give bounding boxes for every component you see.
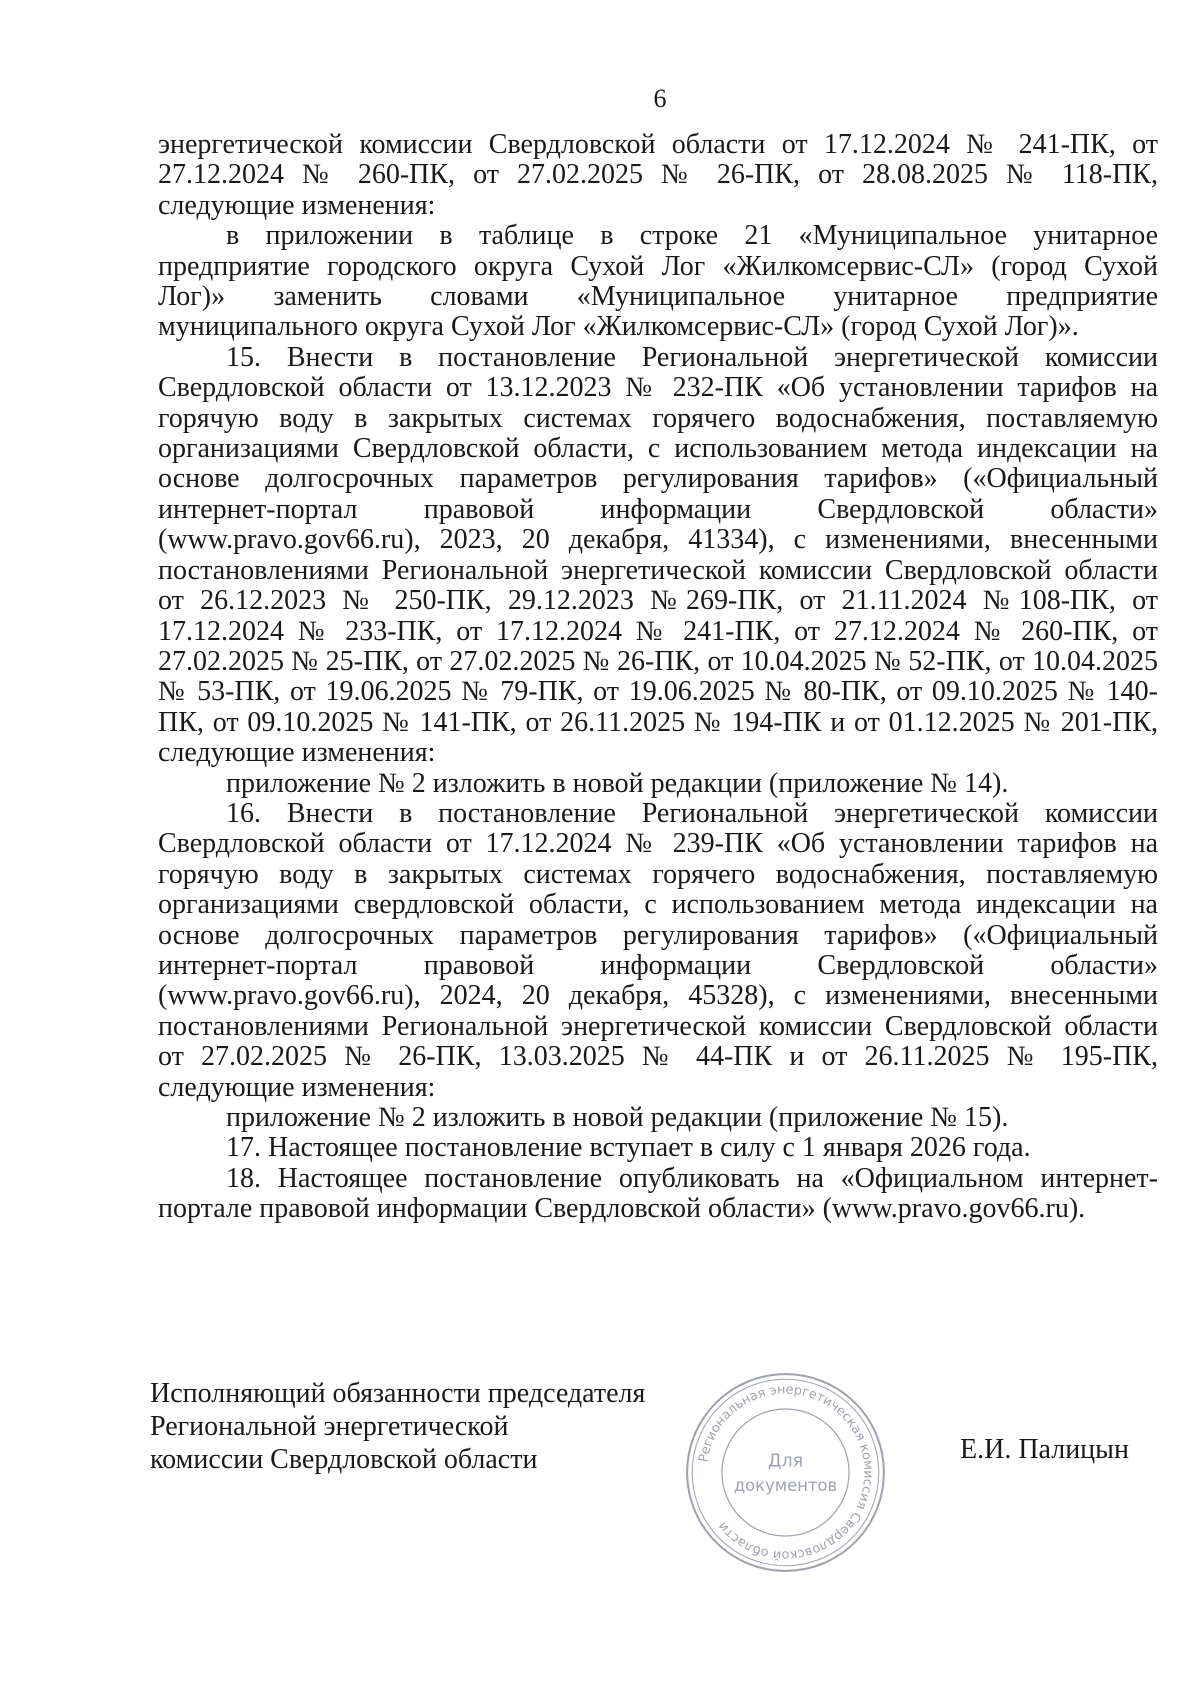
signatory-title (150, 1377, 710, 1476)
paragraph-item-16: 16. Внести в постановление Региональной энергетической комиссии Свердловской области от 17.12.2024 № 239-ПК «Об установлении тарифов на горячую воду в закрытых системах горячего водоснабжения, поставляемую организациями свердловской области, с использованием метода индексации на основе долгосрочных параметров регулирования тарифов» («Официальный интернет-портал правовой информации Свердловской области» (www.pravo.gov66.ru), 2024, 20 декабря, 45328), с изменениями, внесенными постановлениями Региональной энергетической комиссии Свердловской области от 27.02.2025 № 26-ПК, 13.03.2025 № 44-ПК и от 26.11.2025 № 195-ПК, следующие изменения: (158, 797, 1158, 1103)
signatory-title-line: комиссии Свердловской области (150, 1444, 538, 1475)
seal-outer-ring-inner (692, 1379, 879, 1566)
seal-ring-text: Региональная энергетическая комиссия Свердловской области (696, 1382, 876, 1563)
paragraph-item-17: 17. Настоящее постановление вступает в силу с 1 января 2026 года. (226, 1132, 1031, 1164)
paragraph-item-15: 15. Внести в постановление Региональной энергетической комиссии Свердловской области от 13.12.2023 № 232-ПК «Об установлении тарифов на горячую воду в закрытых системах горячего водоснабжения, поставляемую организациями Свердловской области, с использованием метода индексации на основе долгосрочных параметров регулирования тарифов» («Официальный интернет-портал правовой информации Свердловской области» (www.pravo.gov66.ru), 2023, 20 декабря, 41334), с изменениями, внесенными постановлениями Региональной энергетической комиссии Свердловской области от 26.12.2023 № 250-ПК, 29.12.2023 №269-ПК, от 21.11.2024 №108-ПК, от 17.12.2024 № 233-ПК, от 17.12.2024 № 241-ПК, от 27.12.2024 № 260-ПК, от 27.02.2025 № 25-ПК, от 27.02.2025 № 26-ПК, от 10.04.2025 № 52-ПК, от 10.04.2025 № 53-ПК, от 19.06.2025 № 79-ПК, от 19.06.2025 № 80-ПК, от 09.10.2025 № 140-ПК, от 09.10.2025 № 141-ПК, от 26.11.2025 № 194-ПК и от 01.12.2025 № 201-ПК, следующие изменения: (158, 341, 1158, 769)
paragraph-continuation: энергетической комиссии Свердловской области от 17.12.2024 № 241-ПК, от 27.12.2024 № 260-ПК, от 27.02.2025 № 26-ПК, от 28.08.2025 № 118-ПК, следующие изменения: (158, 129, 1158, 221)
seal-outer-ring (687, 1374, 884, 1571)
paragraph-appendix-15: приложение № 2 изложить в новой редакции (приложение № 15). (226, 1102, 1009, 1133)
seal-center-text: документов (733, 1475, 838, 1495)
signatory-title-line: Исполняющий обязанности председателя (150, 1378, 646, 1409)
seal-center-text: Для (767, 1451, 804, 1472)
paragraph-item-18: 18. Настоящее постановление опубликовать на «Официальном интернет-портале правовой информации Свердловской области» (www.pravo.gov66.ru). (158, 1162, 1158, 1225)
signatory-name: Е.И. Палицын (960, 1434, 1129, 1465)
page-number: 6 (653, 84, 667, 113)
paragraph-appendix-14: приложение № 2 изложить в новой редакции (приложение № 14). (226, 767, 1009, 799)
paragraph-table-change: в приложении в таблице в строке 21 «Муниципальное унитарное предприятие городского округа Сухой Лог «Жилкомсервис-СЛ» (город Сухой Лог)» заменить словами «Муниципальное унитарное предприятие муниципального округа Сухой Лог «Жилкомсервис-СЛ» (город Сухой Лог)». (158, 220, 1158, 343)
seal-inner-ring (722, 1409, 849, 1536)
signatory-title-line: Региональной энергетической (150, 1411, 509, 1442)
official-seal-stamp (683, 1370, 888, 1575)
document-body (158, 130, 1158, 1225)
